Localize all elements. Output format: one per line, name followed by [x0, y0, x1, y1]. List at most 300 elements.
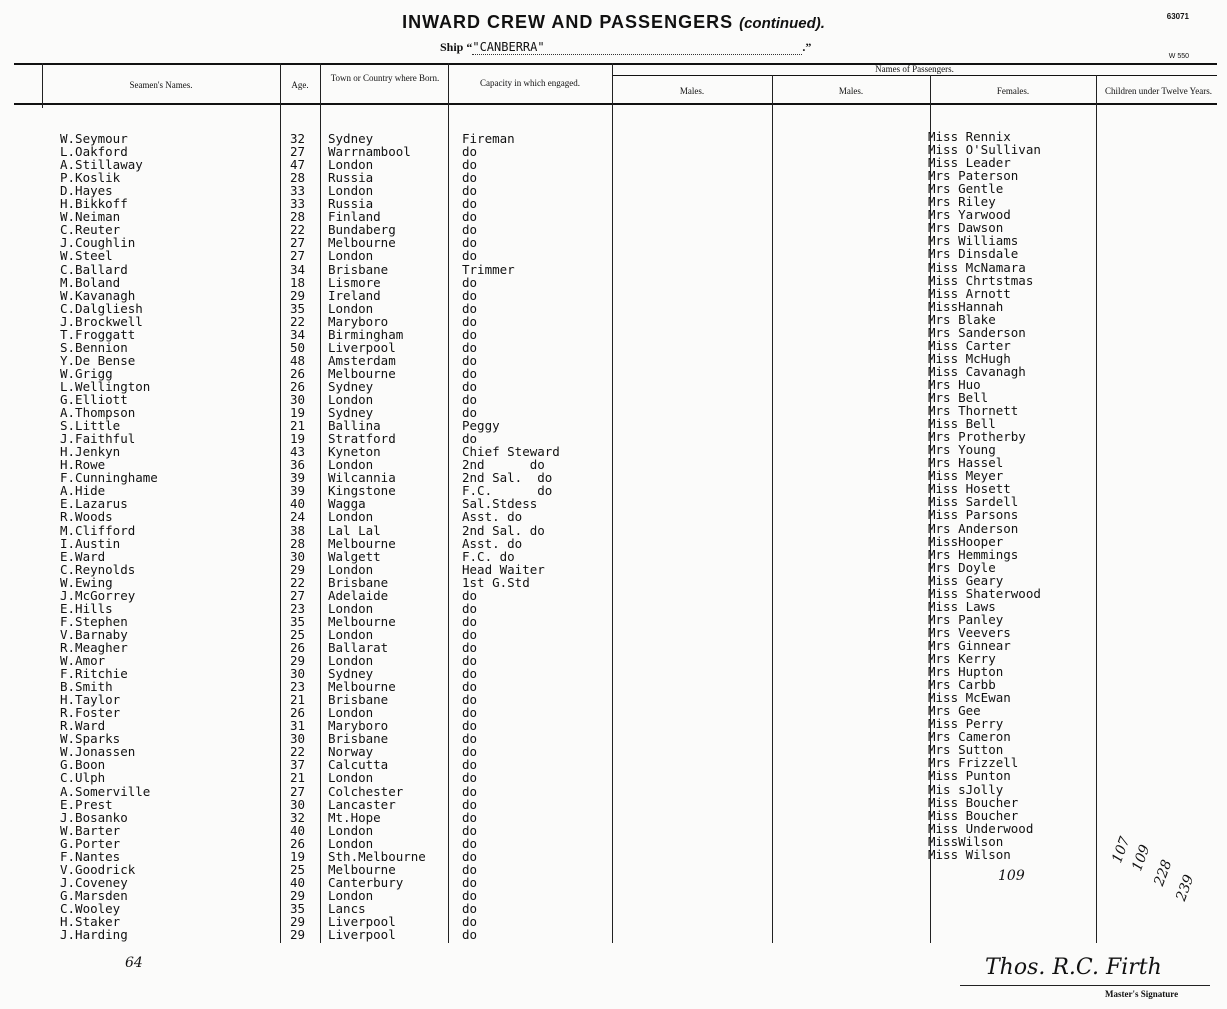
crew-capacity: Chief Steward	[462, 444, 560, 460]
female-passenger-name: Mrs Blake	[928, 311, 996, 327]
crew-age: 30	[290, 548, 306, 564]
crew-birthplace: London	[328, 770, 374, 786]
female-passenger-name: Mrs Williams	[928, 233, 1019, 249]
crew-age: 33	[290, 183, 306, 199]
crew-capacity: do	[462, 378, 478, 394]
crew-capacity: do	[462, 248, 478, 264]
crew-name: H.Bikkoff	[60, 196, 128, 212]
female-passenger-name: Mrs Sanderson	[928, 324, 1026, 340]
female-passenger-name: Mrs Veevers	[928, 624, 1011, 640]
crew-birthplace: Melbourne	[328, 613, 396, 629]
crew-name: F.Nantes	[60, 848, 121, 864]
crew-age: 29	[290, 653, 306, 668]
female-passenger-name: Miss Hosett	[928, 481, 1011, 497]
female-passenger-name: Miss Cavanagh	[928, 363, 1026, 379]
crew-birthplace: Sydney	[328, 131, 374, 146]
crew-capacity: do	[462, 887, 478, 903]
crew-age: 32	[290, 131, 306, 146]
crew-age: 28	[290, 170, 306, 186]
header-age: Age.	[291, 80, 309, 90]
crew-name: H.Taylor	[60, 692, 121, 708]
female-passenger-name: Miss Carter	[928, 337, 1011, 353]
crew-birthplace: Sth.Melbourne	[328, 848, 426, 864]
female-passenger-name: Mrs Yarwood	[928, 207, 1011, 223]
crew-name: A.Somerville	[60, 783, 151, 799]
crew-capacity: 2nd do	[462, 457, 545, 473]
crew-birthplace: Russia	[328, 196, 374, 212]
crew-age: 26	[290, 639, 306, 655]
tally-note: 228	[1151, 857, 1176, 889]
female-passenger-name: Mrs Dawson	[928, 220, 1004, 236]
crew-capacity: do	[462, 274, 478, 290]
crew-capacity: do	[462, 914, 478, 929]
female-passenger-name: Miss Shaterwood	[928, 585, 1041, 601]
crew-name: M.Clifford	[60, 522, 136, 538]
crew-birthplace: Birmingham	[328, 326, 404, 342]
crew-birthplace: London	[328, 822, 374, 838]
female-passenger-name: Miss Sardell	[928, 494, 1019, 510]
crew-birthplace: Lal Lal	[328, 522, 381, 538]
crew-age: 21	[290, 770, 306, 786]
master-signature: Thos. R.C. Firth	[985, 955, 1162, 980]
crew-name: C.Wooley	[60, 900, 121, 916]
header-males-2: Males.	[838, 86, 864, 96]
crew-age: 24	[290, 509, 306, 525]
crew-birthplace: Mt.Hope	[328, 809, 381, 825]
ship-close: .”	[802, 40, 812, 54]
crew-age: 22	[290, 222, 306, 238]
ship-name: "CANBERRA"	[472, 40, 802, 55]
crew-capacity: do	[462, 705, 478, 721]
crew-birthplace: Brisbane	[328, 261, 389, 277]
crew-name: F.Ritchie	[60, 666, 128, 682]
female-passenger-name: Mrs Hemmings	[928, 546, 1019, 562]
crew-name: V.Barnaby	[60, 626, 128, 642]
female-passenger-name: Miss McNamara	[928, 259, 1026, 275]
crew-capacity: do	[462, 313, 478, 329]
crew-capacity: do	[462, 600, 478, 616]
signature-line	[960, 985, 1210, 986]
crew-age: 19	[290, 848, 306, 864]
crew-age: 27	[290, 783, 306, 799]
crew-birthplace: Wagga	[328, 496, 366, 512]
crew-age: 43	[290, 444, 306, 460]
crew-capacity: do	[462, 196, 478, 212]
crew-capacity: Fireman	[462, 131, 515, 146]
crew-name: G.Marsden	[60, 887, 128, 903]
crew-name: W.Kavanagh	[60, 287, 136, 303]
crew-capacity: do	[462, 861, 478, 877]
crew-age: 40	[290, 874, 306, 890]
crew-capacity: 2nd Sal. do	[462, 470, 553, 486]
crew-age: 26	[290, 835, 306, 851]
crew-capacity: do	[462, 692, 478, 708]
crew-name: L.Oakford	[60, 144, 128, 160]
crew-capacity: do	[462, 405, 478, 421]
female-passenger-name: Mrs Frizzell	[928, 755, 1019, 771]
crew-birthplace: Russia	[328, 170, 374, 186]
crew-name: R.Meagher	[60, 639, 128, 655]
female-passenger-name: Mrs Sutton	[928, 742, 1004, 758]
crew-name: A.Hide	[60, 483, 106, 499]
crew-capacity: do	[462, 835, 478, 851]
crew-capacity: do	[462, 874, 478, 890]
crew-birthplace: London	[328, 509, 374, 525]
crew-birthplace: London	[328, 157, 374, 173]
crew-capacity: Asst. do	[462, 535, 523, 551]
crew-age: 22	[290, 313, 306, 329]
crew-name: R.Woods	[60, 509, 113, 525]
crew-age: 29	[290, 887, 306, 903]
crew-name: G.Boon	[60, 757, 106, 773]
crew-name: C.Reynolds	[60, 561, 136, 577]
tally-note: 239	[1173, 872, 1198, 904]
header-males-1: Males.	[679, 86, 705, 96]
crew-name: W.Neiman	[60, 209, 121, 225]
crew-age: 22	[290, 744, 306, 760]
female-passenger-name: Mrs Huo	[928, 376, 981, 392]
crew-capacity: 1st G.Std	[462, 574, 530, 590]
crew-age: 29	[290, 561, 306, 577]
crew-birthplace: Ballarat	[328, 639, 389, 655]
crew-birthplace: Stratford	[328, 431, 396, 447]
female-passenger-name: Miss Punton	[928, 768, 1011, 784]
crew-capacity: do	[462, 783, 478, 799]
female-passenger-name: Mrs Dinsdale	[928, 246, 1019, 262]
crew-capacity: do	[462, 287, 478, 303]
crew-birthplace: Lancaster	[328, 796, 396, 812]
crew-age: 21	[290, 418, 306, 434]
crew-capacity: Trimmer	[462, 261, 515, 277]
crew-birthplace: Melbourne	[328, 535, 396, 551]
column-divider	[320, 63, 321, 943]
crew-age: 34	[290, 261, 306, 277]
female-passenger-name: Miss Parsons	[928, 507, 1019, 523]
crew-birthplace: London	[328, 835, 374, 851]
female-passenger-name: Mrs Ginnear	[928, 637, 1011, 653]
crew-name: F.Stephen	[60, 613, 128, 629]
crew-name: D.Hayes	[60, 183, 113, 199]
female-total-note: 109	[998, 868, 1025, 884]
crew-birthplace: Liverpool	[328, 914, 396, 929]
crew-name: E.Ward	[60, 548, 106, 564]
female-passenger-name: Mrs Protherby	[928, 429, 1026, 445]
crew-birthplace: London	[328, 248, 374, 264]
crew-age: 34	[290, 326, 306, 342]
female-passenger-name: Mrs Carbb	[928, 677, 996, 693]
female-passenger-name: Mrs Hassel	[928, 455, 1004, 471]
female-passenger-name: Miss Leader	[928, 155, 1011, 171]
crew-name: T.Froggatt	[60, 326, 136, 342]
crew-name: I.Austin	[60, 535, 121, 551]
crew-birthplace: London	[328, 600, 374, 616]
crew-birthplace: Canterbury	[328, 874, 404, 890]
crew-capacity: do	[462, 326, 478, 342]
crew-capacity: 2nd Sal. do	[462, 522, 545, 538]
crew-birthplace: Liverpool	[328, 339, 396, 355]
ship-line	[440, 40, 811, 55]
crew-name: P.Koslik	[60, 170, 121, 186]
title-text: INWARD CREW AND PASSENGERS	[402, 12, 734, 32]
crew-age: 27	[290, 144, 306, 160]
crew-capacity: do	[462, 222, 478, 238]
crew-birthplace: Adelaide	[328, 587, 389, 603]
crew-age: 35	[290, 300, 306, 316]
crew-birthplace: Brisbane	[328, 574, 389, 590]
crew-age: 39	[290, 483, 306, 499]
crew-capacity: do	[462, 796, 478, 812]
crew-capacity: do	[462, 170, 478, 186]
header-seamen-names: Seamen's Names.	[129, 80, 193, 90]
crew-name: C.Ulph	[60, 770, 106, 786]
crew-age: 33	[290, 196, 306, 212]
crew-age: 30	[290, 796, 306, 812]
crew-name: J.Bosanko	[60, 809, 128, 825]
crew-birthplace: Bundaberg	[328, 222, 396, 238]
crew-name: R.Foster	[60, 705, 121, 721]
crew-birthplace: Finland	[328, 209, 381, 225]
crew-name: C.Ballard	[60, 261, 128, 277]
crew-age: 29	[290, 927, 306, 943]
crew-birthplace: Melbourne	[328, 679, 396, 695]
female-passenger-name: Miss Chrtstmas	[928, 272, 1034, 288]
crew-age: 26	[290, 705, 306, 721]
crew-name: G.Elliott	[60, 392, 128, 407]
female-passenger-name: Miss McEwan	[928, 690, 1011, 706]
crew-capacity: do	[462, 679, 478, 695]
crew-capacity: do	[462, 718, 478, 734]
female-passenger-name: Mrs Anderson	[928, 520, 1019, 536]
crew-birthplace: London	[328, 561, 374, 577]
crew-birthplace: London	[328, 626, 374, 642]
crew-name: R.Ward	[60, 718, 106, 734]
column-divider	[280, 63, 281, 943]
crew-name: J.Coveney	[60, 874, 128, 890]
tally-note: 107	[1109, 834, 1134, 866]
female-passenger-name: Mrs Riley	[928, 194, 996, 210]
crew-age: 19	[290, 405, 306, 421]
female-passenger-name: MissWilson	[928, 833, 1004, 849]
crew-capacity: do	[462, 431, 478, 447]
ship-label: Ship “	[440, 40, 473, 54]
female-passenger-name: Mrs Young	[928, 442, 996, 458]
crew-birthplace: Kingstone	[328, 483, 396, 499]
female-passenger-name: Mrs Doyle	[928, 559, 996, 575]
crew-age: 25	[290, 861, 306, 877]
female-passenger-name: Miss O'Sullivan	[928, 142, 1041, 158]
column-divider	[448, 63, 449, 943]
crew-capacity: Asst. do	[462, 509, 523, 525]
crew-capacity: do	[462, 927, 478, 943]
crew-birthplace: Ireland	[328, 287, 381, 303]
crew-birthplace: Calcutta	[328, 757, 389, 773]
crew-capacity: do	[462, 666, 478, 682]
crew-capacity: do	[462, 626, 478, 642]
crew-capacity: do	[462, 235, 478, 251]
crew-name: Y.De Bense	[60, 352, 136, 368]
crew-name: L.Wellington	[60, 378, 151, 394]
header-females: Females.	[996, 86, 1030, 96]
female-passenger-name: Mrs Thornett	[928, 403, 1019, 419]
crew-birthplace: Sydney	[328, 666, 374, 682]
crew-birthplace: Kyneton	[328, 444, 381, 460]
header-passengers: Names of Passengers.	[875, 64, 954, 74]
crew-name: J.Harding	[60, 927, 128, 943]
crew-name: W.Seymour	[60, 131, 128, 146]
crew-name: J.McGorrey	[60, 587, 136, 603]
crew-capacity: do	[462, 352, 478, 368]
header-children: Children under Twelve Years.	[1105, 86, 1212, 96]
column-divider	[772, 75, 773, 943]
crew-birthplace: Maryboro	[328, 718, 389, 734]
crew-birthplace: London	[328, 457, 374, 473]
female-passenger-name: Miss Wilson	[928, 846, 1011, 862]
crew-name: F.Cunninghame	[60, 470, 158, 486]
crew-name: C.Dalgliesh	[60, 300, 143, 316]
female-passenger-name: Miss Boucher	[928, 807, 1019, 823]
female-passenger-name: Miss Arnott	[928, 285, 1011, 301]
crew-capacity: do	[462, 157, 478, 173]
crew-name: H.Staker	[60, 914, 121, 929]
crew-age: 36	[290, 457, 306, 473]
signature-label: Master's Signature	[1105, 989, 1179, 999]
crew-birthplace: Colchester	[328, 783, 404, 799]
female-passenger-name: Miss Underwood	[928, 820, 1034, 836]
crew-capacity: do	[462, 770, 478, 786]
tally-note: 109	[1129, 842, 1154, 874]
crew-age: 50	[290, 339, 306, 355]
crew-name: W.Jonassen	[60, 744, 136, 760]
header-capacity: Capacity in which engaged.	[480, 78, 580, 88]
crew-age: 18	[290, 274, 306, 290]
crew-name: V.Goodrick	[60, 861, 136, 877]
crew-age: 47	[290, 157, 306, 173]
crew-name: E.Prest	[60, 796, 113, 812]
header-bottom-rule	[14, 103, 1217, 105]
crew-capacity: F.C. do	[462, 548, 515, 564]
crew-name: H.Rowe	[60, 457, 106, 473]
crew-name: E.Lazarus	[60, 496, 128, 512]
crew-age: 40	[290, 496, 306, 512]
female-passenger-name: Mrs Hupton	[928, 664, 1004, 680]
crew-age: 29	[290, 287, 306, 303]
crew-birthplace: London	[328, 300, 374, 316]
crew-name: H.Jenkyn	[60, 444, 121, 460]
crew-capacity: do	[462, 848, 478, 864]
crew-age: 35	[290, 613, 306, 629]
crew-birthplace: Amsterdam	[328, 352, 396, 368]
female-passenger-name: Miss Geary	[928, 572, 1004, 588]
crew-capacity: do	[462, 365, 478, 381]
female-passenger-name: Mrs Panley	[928, 611, 1004, 627]
crew-birthplace: Norway	[328, 744, 374, 760]
crew-age: 39	[290, 470, 306, 486]
crew-name: W.Ewing	[60, 574, 113, 590]
crew-birthplace: Warrnambool	[328, 144, 411, 160]
crew-capacity: do	[462, 209, 478, 225]
form-code: W 550	[1168, 53, 1189, 60]
crew-capacity: do	[462, 900, 478, 916]
crew-birthplace: London	[328, 183, 374, 199]
title-continued: (continued).	[739, 15, 825, 32]
crew-capacity: Sal.Stdess	[462, 496, 538, 512]
crew-name: S.Bennion	[60, 339, 128, 355]
crew-birthplace: London	[328, 705, 374, 721]
crew-age: 25	[290, 626, 306, 642]
crew-capacity: do	[462, 300, 478, 316]
column-divider	[612, 63, 613, 943]
crew-age: 35	[290, 900, 306, 916]
crew-birthplace: Walgett	[328, 548, 381, 564]
crew-name: A.Stillaway	[60, 157, 143, 173]
female-passenger-name: Miss Perry	[928, 716, 1004, 732]
crew-age: 23	[290, 600, 306, 616]
crew-name: G.Porter	[60, 835, 121, 851]
crew-name: M.Boland	[60, 274, 121, 290]
crew-birthplace: Brisbane	[328, 692, 389, 708]
crew-birthplace: Brisbane	[328, 731, 389, 747]
crew-birthplace: London	[328, 653, 374, 668]
female-passenger-name: Mrs Gentle	[928, 181, 1004, 197]
crew-name: E.Hills	[60, 600, 113, 616]
crew-age: 19	[290, 431, 306, 447]
crew-age: 23	[290, 679, 306, 695]
crew-birthplace: Ballina	[328, 418, 381, 434]
crew-age: 37	[290, 757, 306, 773]
female-passenger-name: Mrs Bell	[928, 390, 989, 405]
female-passenger-name: Miss Bell	[928, 416, 996, 432]
female-passenger-name: MissHooper	[928, 533, 1004, 549]
crew-age: 30	[290, 731, 306, 747]
crew-age: 28	[290, 209, 306, 225]
crew-age: 22	[290, 574, 306, 590]
column-divider	[1096, 75, 1097, 943]
crew-name: J.Coughlin	[60, 235, 136, 251]
crew-age: 30	[290, 392, 306, 407]
female-passenger-name: Mrs Paterson	[928, 168, 1019, 184]
crew-birthplace: Melbourne	[328, 861, 396, 877]
crew-age: 30	[290, 666, 306, 682]
crew-name: W.Grigg	[60, 365, 113, 381]
female-passenger-name: MissHannah	[928, 298, 1004, 314]
female-passenger-name: Mrs Cameron	[928, 729, 1011, 745]
form-number: 63071	[1166, 12, 1189, 21]
female-passenger-name: Miss Laws	[928, 598, 996, 614]
crew-age: 31	[290, 718, 306, 734]
crew-birthplace: Wilcannia	[328, 470, 396, 486]
crew-birthplace: Maryboro	[328, 313, 389, 329]
crew-name: S.Little	[60, 418, 121, 434]
header-town-country: Town or Country where Born.	[330, 73, 440, 83]
crew-capacity: do	[462, 587, 478, 603]
crew-birthplace: Melbourne	[328, 235, 396, 251]
crew-capacity: do	[462, 639, 478, 655]
crew-birthplace: Melbourne	[328, 365, 396, 381]
crew-capacity: Peggy	[462, 418, 500, 434]
crew-age: 29	[290, 914, 306, 929]
crew-name: W.Amor	[60, 653, 106, 668]
crew-age: 21	[290, 692, 306, 708]
crew-capacity: do	[462, 744, 478, 760]
crew-name: W.Barter	[60, 822, 121, 838]
female-passenger-name: Mrs Gee	[928, 703, 981, 719]
crew-capacity: do	[462, 144, 478, 160]
crew-age: 27	[290, 248, 306, 264]
crew-age: 27	[290, 587, 306, 603]
crew-age: 26	[290, 365, 306, 381]
crew-birthplace: Lancs	[328, 900, 366, 916]
female-passenger-name: Mrs Kerry	[928, 651, 996, 666]
